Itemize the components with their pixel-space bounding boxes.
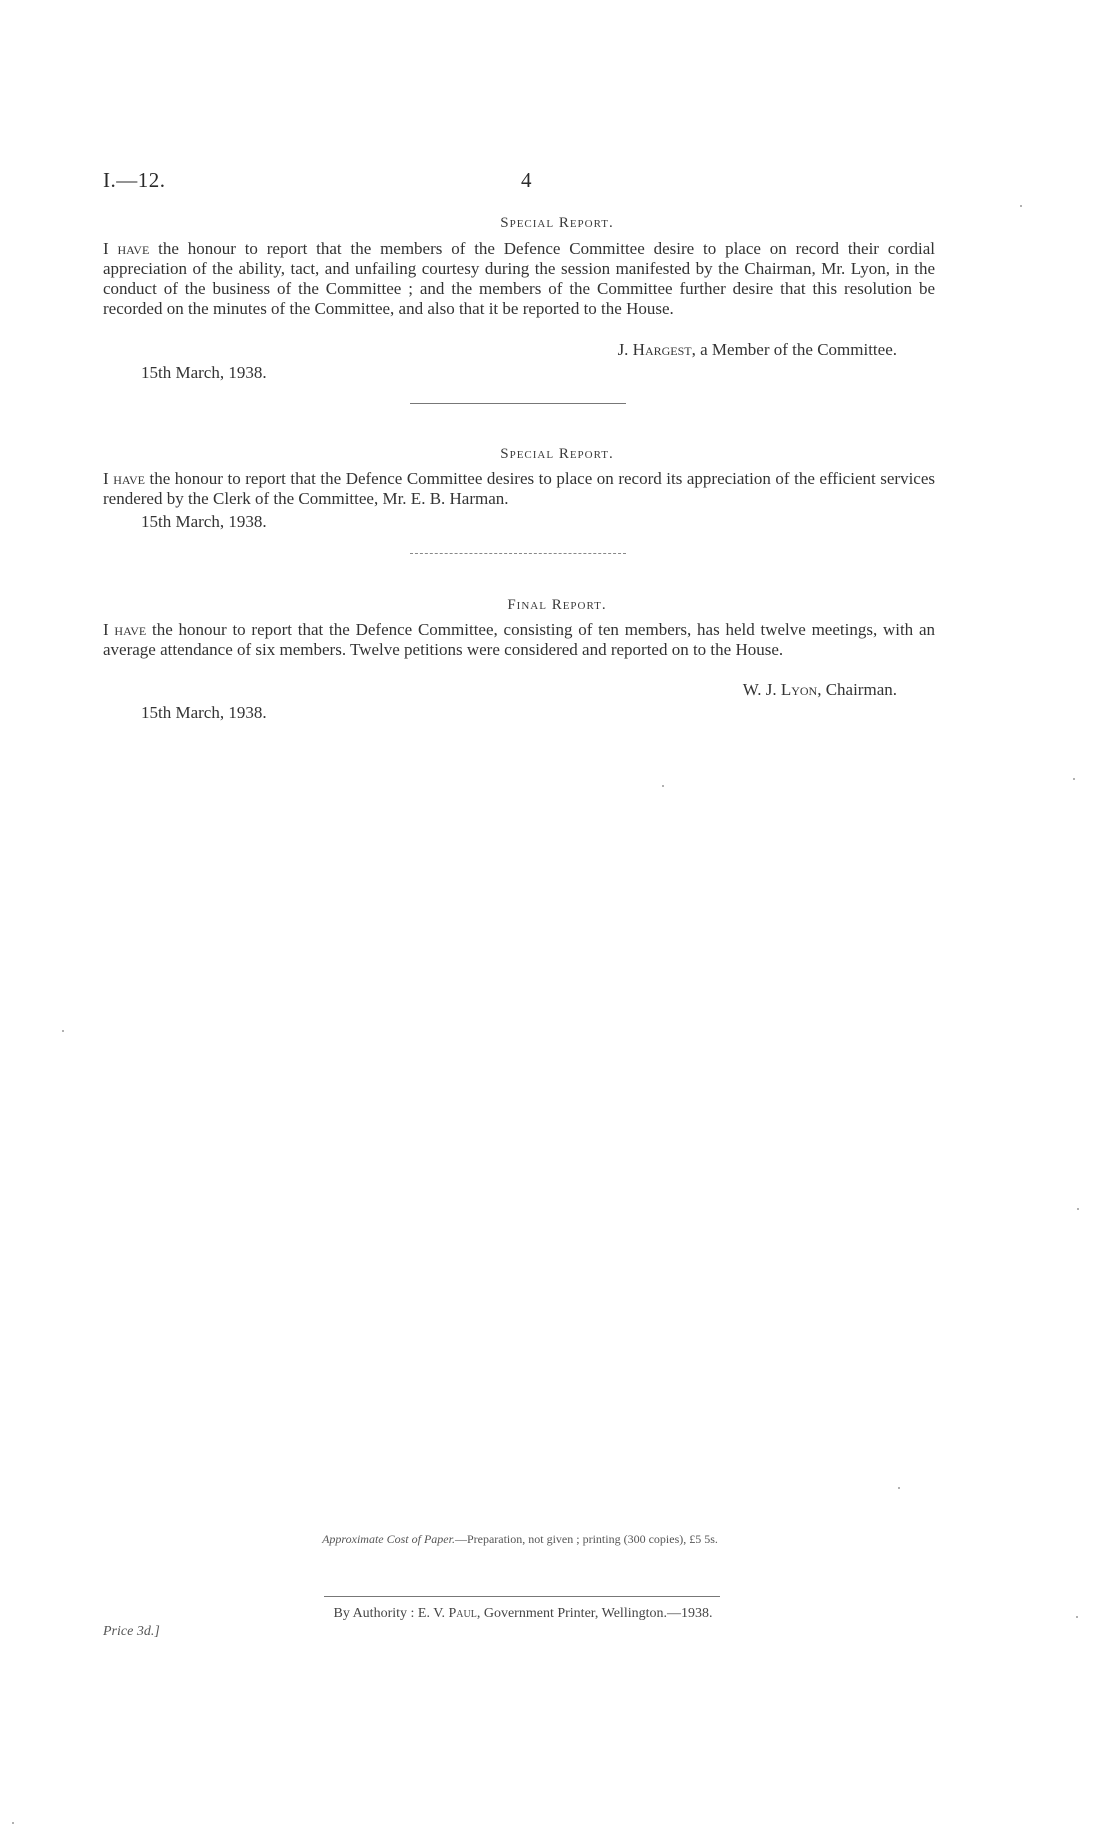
section-3-signature-rest: , Chairman. bbox=[817, 680, 897, 699]
scan-speck bbox=[1073, 778, 1075, 780]
scan-speck bbox=[898, 1487, 900, 1489]
section-1-signature bbox=[618, 340, 897, 360]
page-number: 4 bbox=[521, 168, 532, 192]
section-1-paragraph bbox=[103, 239, 935, 319]
section-2-lead: I have bbox=[103, 469, 145, 488]
document-reference: I.—12. bbox=[103, 168, 166, 192]
section-2-paragraph bbox=[103, 469, 935, 509]
section-2-date: 15th March, 1938. bbox=[141, 512, 267, 531]
section-3-date: 15th March, 1938. bbox=[141, 703, 267, 722]
footer-authority bbox=[0, 1606, 1046, 1622]
section-3-paragraph bbox=[103, 620, 935, 660]
section-3-lead: I have bbox=[103, 620, 147, 639]
section-1-body: the honour to report that the members of the Defence Committee desire to place on record their cordial appreciation of the ability, tact, and unfailing courtesy during the session manifested by the Chairman, Mr. Lyon, in the conduct of the business of the Committee ; and the members of the Committee further desire that this resolution be recorded on the minutes of the Committee, and also that it be reported to the House. bbox=[103, 239, 935, 318]
scan-speck bbox=[1076, 1616, 1078, 1618]
scan-speck bbox=[1020, 205, 1022, 207]
section-1-lead: I have bbox=[103, 239, 150, 258]
footer-cost-label: Approximate Cost of Paper. bbox=[322, 1532, 455, 1546]
scan-speck bbox=[62, 1030, 64, 1032]
section-1-date: 15th March, 1938. bbox=[141, 363, 267, 382]
scan-speck bbox=[662, 785, 664, 787]
footer-authority-prefix: By Authority : E. V. bbox=[333, 1606, 449, 1621]
footer-authority-name: Paul bbox=[448, 1606, 477, 1621]
footer-cost-line bbox=[0, 1532, 1040, 1547]
section-3-heading: Final Report. bbox=[507, 597, 607, 613]
footer-divider bbox=[324, 1596, 720, 1597]
section-2-heading: Special Report. bbox=[500, 446, 614, 462]
section-2-body: the honour to report that the Defence Committee desires to place on record its appreciation of the efficient services rendered by the Clerk of the Committee, Mr. E. B. Harman. bbox=[103, 469, 935, 508]
footer-cost-text: —Preparation, not given ; printing (300 copies), £5 5s. bbox=[454, 1532, 718, 1546]
price-note: Price 3d.] bbox=[103, 1624, 160, 1639]
footer-authority-suffix: , Government Printer, Wellington.—1938. bbox=[476, 1606, 713, 1621]
section-3-body: the honour to report that the Defence Committee, consisting of ten members, has held twelve meetings, with an average attendance of six members. Twelve petitions were considered and reported on to the House. bbox=[103, 620, 935, 659]
section-divider bbox=[410, 553, 626, 554]
section-1-signature-name: J. Hargest bbox=[617, 340, 692, 359]
scan-speck bbox=[1077, 1208, 1079, 1210]
scan-speck bbox=[12, 1822, 14, 1824]
section-3-signature-name: W. J. Lyon bbox=[742, 680, 818, 699]
section-3-signature bbox=[743, 680, 897, 700]
section-1-signature-rest: , a Member of the Committee. bbox=[691, 340, 897, 359]
section-1-heading: Special Report. bbox=[500, 215, 614, 231]
section-divider bbox=[410, 403, 626, 404]
